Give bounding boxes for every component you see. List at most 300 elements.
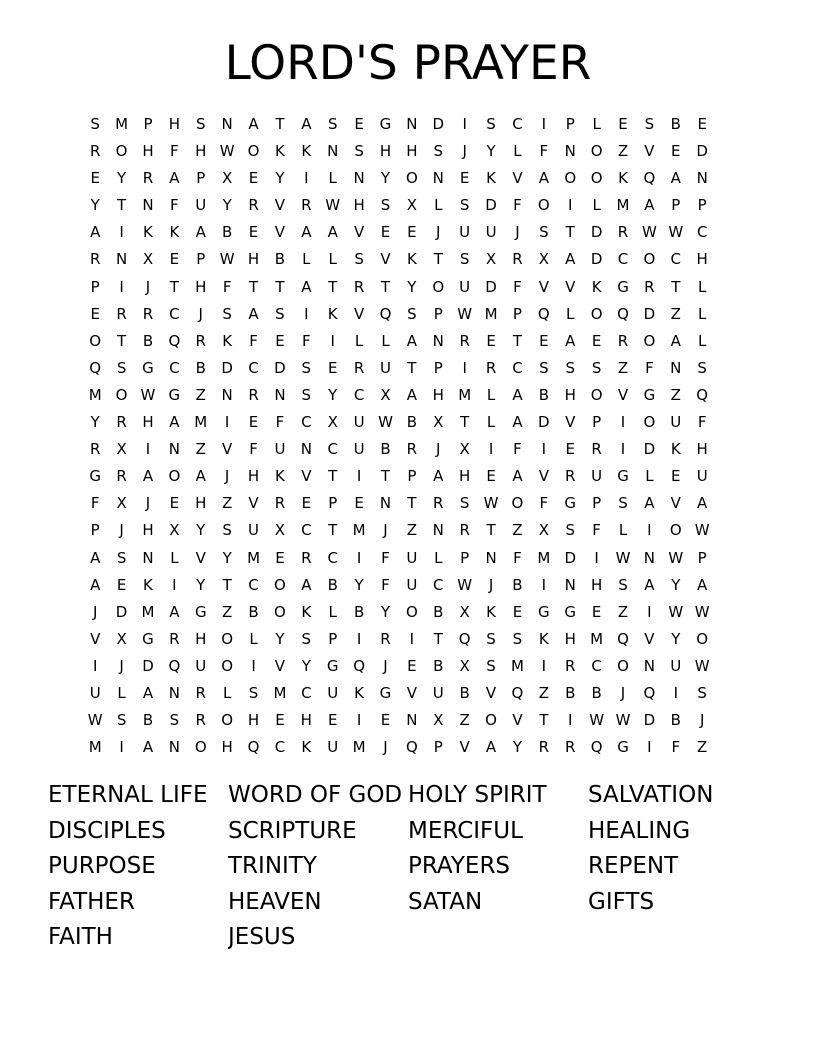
grid-letter[interactable]: S [565,358,575,377]
grid-letter[interactable]: S [459,196,470,215]
grid-letter[interactable]: F [170,142,179,161]
grid-letter[interactable]: Q [353,656,365,675]
grid-letter[interactable]: W [483,494,499,513]
grid-letter[interactable]: W [615,548,631,567]
grid-letter[interactable]: O [643,331,656,350]
grid-letter[interactable]: R [353,358,365,377]
grid-letter[interactable]: M [115,115,129,133]
grid-letter[interactable]: C [353,385,365,404]
grid-letter[interactable]: V [459,738,470,757]
grid-letter[interactable]: D [643,711,656,730]
grid-letter[interactable]: A [406,331,418,350]
grid-letter[interactable]: E [407,223,417,242]
grid-letter[interactable]: P [196,250,206,269]
grid-letter[interactable]: G [168,385,181,404]
grid-letter[interactable]: X [538,521,549,540]
grid-letter[interactable]: C [433,575,444,594]
grid-letter[interactable]: S [354,142,364,161]
grid-letter[interactable]: O [590,169,603,188]
grid-letter[interactable]: B [512,575,523,594]
grid-letter[interactable]: E [275,548,285,567]
grid-letter[interactable]: V [617,385,629,404]
grid-letter[interactable]: A [644,196,655,215]
grid-letter[interactable]: U [327,738,339,757]
grid-letter[interactable]: G [379,115,392,133]
grid-letter[interactable]: T [328,467,338,486]
grid-letter[interactable]: M [273,683,287,702]
grid-letter[interactable]: E [275,711,285,730]
grid-letter[interactable]: D [590,223,603,242]
grid-letter[interactable]: I [568,196,573,215]
grid-letter[interactable]: D [696,142,708,161]
grid-letter[interactable]: F [645,358,654,377]
grid-letter[interactable]: P [433,304,443,323]
grid-letter[interactable]: E [169,494,180,513]
grid-letter[interactable]: K [670,440,681,459]
grid-letter[interactable]: M [141,602,155,621]
grid-letter[interactable]: J [145,277,151,296]
grid-letter[interactable]: J [383,656,388,675]
grid-letter[interactable]: K [406,250,417,269]
grid-letter[interactable]: T [248,277,259,296]
grid-letter[interactable]: T [565,223,575,242]
grid-letter[interactable]: A [142,683,154,702]
grid-letter[interactable]: V [301,467,312,486]
grid-letter[interactable]: L [592,115,601,133]
grid-letter[interactable]: A [697,575,708,594]
grid-letter[interactable]: J [224,467,230,486]
grid-letter[interactable]: G [564,494,577,513]
grid-letter[interactable]: A [248,304,259,323]
grid-letter[interactable]: A [512,413,523,432]
grid-letter[interactable]: C [274,738,286,757]
grid-letter[interactable]: Z [670,304,681,323]
grid-letter[interactable]: K [327,304,338,323]
grid-letter[interactable]: O [590,304,603,323]
grid-letter[interactable]: Q [247,738,260,757]
grid-letter[interactable]: H [459,467,471,486]
grid-letter[interactable]: S [116,548,127,567]
grid-letter[interactable]: N [327,142,339,161]
grid-letter[interactable]: P [512,304,522,323]
grid-letter[interactable]: I [647,602,652,621]
grid-letter[interactable]: Y [275,629,285,648]
grid-letter[interactable]: V [353,304,365,323]
grid-letter[interactable]: A [433,467,444,486]
grid-letter[interactable]: P [328,494,338,513]
grid-letter[interactable]: T [671,277,681,296]
grid-letter[interactable]: C [169,358,180,377]
grid-letter[interactable]: S [697,358,707,377]
grid-letter[interactable]: Z [459,711,470,730]
grid-letter[interactable]: S [301,629,312,648]
grid-letter[interactable]: D [564,548,576,567]
grid-letter[interactable]: J [699,711,705,730]
grid-letter[interactable]: X [222,169,233,188]
grid-letter[interactable]: O [511,494,524,513]
grid-letter[interactable]: T [275,277,285,296]
grid-letter[interactable]: I [620,413,626,432]
grid-letter[interactable]: O [168,467,181,486]
grid-letter[interactable]: R [644,277,655,296]
grid-letter[interactable]: L [645,467,654,486]
grid-letter[interactable]: F [513,440,522,459]
grid-letter[interactable]: F [592,521,601,540]
grid-letter[interactable]: R [591,440,602,459]
grid-letter[interactable]: B [538,385,549,404]
grid-letter[interactable]: Q [168,656,181,675]
grid-letter[interactable]: J [620,683,626,702]
grid-letter[interactable]: S [486,629,496,648]
grid-letter[interactable]: R [617,223,629,242]
grid-letter[interactable]: P [592,413,602,432]
grid-letter[interactable]: S [618,575,628,594]
grid-letter[interactable]: N [406,711,418,730]
grid-letter[interactable]: T [328,521,338,540]
grid-letter[interactable]: I [356,467,362,486]
grid-letter[interactable]: X [116,440,127,459]
grid-letter[interactable]: Y [222,548,232,567]
grid-letter[interactable]: R [116,413,127,432]
grid-letter[interactable]: R [565,656,576,675]
grid-letter[interactable]: P [433,358,443,377]
grid-letter[interactable]: S [591,358,602,377]
grid-letter[interactable]: E [380,711,391,730]
grid-letter[interactable]: I [145,440,151,459]
grid-letter[interactable]: V [538,277,549,296]
grid-letter[interactable]: S [407,304,417,323]
grid-letter[interactable]: R [89,250,101,269]
grid-letter[interactable]: Q [379,304,392,323]
grid-letter[interactable]: X [459,656,470,675]
grid-letter[interactable]: Y [671,629,681,648]
grid-letter[interactable]: R [142,304,154,323]
grid-letter[interactable]: Q [458,629,471,648]
grid-letter[interactable]: T [328,277,338,296]
grid-letter[interactable]: E [512,602,523,621]
grid-letter[interactable]: I [119,223,124,242]
grid-letter[interactable]: K [301,602,312,621]
grid-letter[interactable]: S [116,358,127,377]
grid-letter[interactable]: D [221,358,233,377]
grid-letter[interactable]: U [248,521,260,540]
grid-letter[interactable]: W [325,196,341,215]
grid-letter[interactable]: V [222,440,233,459]
grid-letter[interactable]: W [219,250,235,269]
grid-letter[interactable]: A [301,575,312,594]
grid-letter[interactable]: Z [222,494,233,513]
grid-letter[interactable]: Q [168,331,181,350]
grid-letter[interactable]: S [512,629,523,648]
grid-letter[interactable]: W [87,711,103,730]
grid-letter[interactable]: C [248,575,259,594]
grid-letter[interactable]: E [671,467,681,486]
grid-letter[interactable]: R [512,250,523,269]
grid-letter[interactable]: Y [328,385,338,404]
grid-letter[interactable]: Z [406,521,418,540]
grid-letter[interactable]: O [405,169,418,188]
grid-letter[interactable]: G [326,656,339,675]
grid-letter[interactable]: C [617,250,629,269]
grid-letter[interactable]: I [541,575,547,594]
grid-letter[interactable]: S [116,711,127,730]
grid-letter[interactable]: U [195,656,207,675]
grid-letter[interactable]: W [668,223,684,242]
grid-letter[interactable]: N [696,169,708,188]
grid-letter[interactable]: P [565,115,575,133]
grid-letter[interactable]: K [222,331,233,350]
grid-letter[interactable]: M [484,304,498,323]
grid-letter[interactable]: U [591,467,603,486]
grid-letter[interactable]: O [89,331,102,350]
grid-letter[interactable]: E [591,331,602,350]
grid-letter[interactable]: H [142,521,154,540]
grid-letter[interactable]: B [222,223,233,242]
grid-letter[interactable]: B [433,656,444,675]
grid-letter[interactable]: A [565,331,576,350]
grid-letter[interactable]: I [330,331,335,350]
grid-letter[interactable]: B [459,683,470,702]
grid-letter[interactable]: T [460,413,470,432]
grid-letter[interactable]: E [90,304,100,323]
grid-letter[interactable]: I [541,440,547,459]
grid-letter[interactable]: I [541,656,547,675]
grid-letter[interactable]: U [380,358,391,377]
grid-letter[interactable]: C [512,358,523,377]
grid-letter[interactable]: H [221,738,233,757]
grid-letter[interactable]: I [92,656,98,675]
grid-letter[interactable]: E [354,494,364,513]
grid-letter[interactable]: O [405,602,418,621]
grid-letter[interactable]: H [300,711,312,730]
grid-letter[interactable]: B [670,115,681,133]
grid-letter[interactable]: Y [512,738,523,757]
grid-letter[interactable]: M [616,196,630,215]
grid-letter[interactable]: T [486,521,496,540]
grid-letter[interactable]: O [274,575,286,594]
grid-letter[interactable]: U [459,223,471,242]
grid-letter[interactable]: H [142,413,154,432]
grid-letter[interactable]: S [169,711,180,730]
grid-letter[interactable]: F [539,494,549,513]
grid-letter[interactable]: C [301,683,312,702]
grid-letter[interactable]: J [92,602,98,621]
grid-letter[interactable]: C [696,223,708,242]
grid-letter[interactable]: V [274,196,286,215]
grid-letter[interactable]: J [119,656,124,675]
grid-letter[interactable]: O [432,277,445,296]
grid-letter[interactable]: E [697,115,707,133]
grid-letter[interactable]: Q [590,738,603,757]
grid-letter[interactable]: A [327,223,338,242]
grid-letter[interactable]: K [486,169,496,188]
grid-letter[interactable]: P [671,196,681,215]
grid-letter[interactable]: N [353,169,365,188]
grid-letter[interactable]: S [301,358,312,377]
grid-letter[interactable]: V [248,494,259,513]
grid-letter[interactable]: I [119,738,124,757]
grid-letter[interactable]: N [379,494,392,513]
grid-letter[interactable]: F [90,494,100,513]
grid-letter[interactable]: F [513,277,522,296]
grid-letter[interactable]: C [169,304,180,323]
grid-letter[interactable]: I [488,440,494,459]
grid-letter[interactable]: W [668,602,684,621]
grid-letter[interactable]: Y [380,602,391,621]
grid-letter[interactable]: U [89,683,101,702]
grid-letter[interactable]: B [380,440,391,459]
grid-letter[interactable]: L [698,277,707,296]
grid-letter[interactable]: D [274,358,286,377]
grid-letter[interactable]: A [90,575,101,594]
grid-letter[interactable]: E [407,656,417,675]
grid-letter[interactable]: X [116,629,127,648]
grid-letter[interactable]: B [353,602,365,621]
grid-letter[interactable]: P [90,521,100,540]
grid-letter[interactable]: Y [301,656,311,675]
grid-letter[interactable]: M [194,413,208,432]
grid-letter[interactable]: N [221,115,233,133]
grid-letter[interactable]: A [512,385,523,404]
grid-letter[interactable]: C [248,358,259,377]
grid-letter[interactable]: I [356,629,362,648]
grid-letter[interactable]: U [353,440,365,459]
grid-letter[interactable]: S [459,494,470,513]
grid-letter[interactable]: D [115,602,128,621]
grid-letter[interactable]: S [90,115,100,133]
grid-letter[interactable]: J [383,738,388,757]
grid-letter[interactable]: W [694,602,710,621]
grid-letter[interactable]: I [568,711,573,730]
grid-letter[interactable]: Y [90,413,100,432]
grid-letter[interactable]: W [589,711,605,730]
grid-letter[interactable]: A [512,467,523,486]
grid-letter[interactable]: W [668,548,684,567]
grid-letter[interactable]: N [115,250,128,269]
grid-letter[interactable]: N [221,385,233,404]
grid-letter[interactable]: S [222,521,232,540]
grid-letter[interactable]: Y [275,169,285,188]
grid-letter[interactable]: B [248,602,259,621]
grid-letter[interactable]: E [459,169,470,188]
grid-letter[interactable]: C [301,413,312,432]
grid-letter[interactable]: Q [89,358,102,377]
grid-letter[interactable]: U [485,223,497,242]
grid-letter[interactable]: Y [222,196,232,215]
grid-letter[interactable]: V [274,223,286,242]
grid-letter[interactable]: A [169,413,180,432]
grid-letter[interactable]: R [485,358,497,377]
grid-letter[interactable]: H [195,142,207,161]
grid-letter[interactable]: N [274,385,286,404]
grid-letter[interactable]: L [434,196,443,215]
grid-letter[interactable]: L [618,521,628,540]
grid-letter[interactable]: R [248,196,259,215]
grid-letter[interactable]: A [301,223,312,242]
grid-letter[interactable]: P [592,494,602,513]
grid-letter[interactable]: E [169,250,180,269]
grid-letter[interactable]: I [119,277,124,296]
grid-letter[interactable]: Y [196,575,206,594]
letter-grid[interactable] [82,111,742,761]
grid-letter[interactable]: U [353,413,365,432]
grid-letter[interactable]: D [643,440,656,459]
grid-letter[interactable]: A [538,169,549,188]
grid-letter[interactable]: A [248,115,259,133]
grid-letter[interactable]: I [251,656,256,675]
grid-letter[interactable]: K [618,169,628,188]
grid-letter[interactable]: F [249,331,258,350]
grid-letter[interactable]: V [274,656,286,675]
grid-letter[interactable]: D [590,250,603,269]
grid-letter[interactable]: B [142,331,154,350]
grid-letter[interactable]: P [196,169,206,188]
grid-letter[interactable]: Z [617,142,629,161]
grid-letter[interactable]: V [644,629,655,648]
grid-letter[interactable]: L [117,683,126,702]
grid-letter[interactable]: K [169,223,180,242]
grid-letter[interactable]: R [89,142,101,161]
grid-letter[interactable]: X [327,413,338,432]
grid-letter[interactable]: I [304,169,309,188]
grid-letter[interactable]: X [274,521,286,540]
grid-letter[interactable]: I [172,575,177,594]
grid-letter[interactable]: X [433,413,444,432]
grid-letter[interactable]: S [618,494,628,513]
grid-letter[interactable]: T [539,711,549,730]
grid-letter[interactable]: A [195,223,206,242]
grid-letter[interactable]: A [697,494,708,513]
grid-letter[interactable]: P [433,738,443,757]
grid-letter[interactable]: M [88,738,102,757]
grid-letter[interactable]: O [221,656,234,675]
grid-letter[interactable]: U [670,656,682,675]
grid-letter[interactable]: A [301,115,312,133]
grid-letter[interactable]: L [434,548,443,567]
grid-letter[interactable]: J [462,142,467,161]
grid-letter[interactable]: H [564,385,576,404]
grid-letter[interactable]: H [247,467,260,486]
grid-letter[interactable]: U [432,683,444,702]
grid-letter[interactable]: P [460,548,470,567]
grid-letter[interactable]: S [248,683,259,702]
grid-letter[interactable]: H [195,494,207,513]
grid-letter[interactable]: M [352,738,366,757]
grid-letter[interactable]: H [195,629,207,648]
grid-letter[interactable]: O [194,738,207,757]
grid-letter[interactable]: O [643,413,656,432]
grid-letter[interactable]: A [565,250,576,269]
grid-letter[interactable]: I [673,683,678,702]
grid-letter[interactable]: T [380,467,391,486]
grid-letter[interactable]: R [169,629,180,648]
grid-letter[interactable]: E [301,494,312,513]
grid-letter[interactable]: L [249,629,258,648]
grid-letter[interactable]: Z [617,358,629,377]
grid-letter[interactable]: M [352,521,366,540]
grid-letter[interactable]: Y [90,196,100,215]
grid-letter[interactable]: V [565,413,576,432]
grid-letter[interactable]: I [409,629,415,648]
grid-letter[interactable]: I [462,115,467,133]
grid-letter[interactable]: F [697,413,707,432]
grid-letter[interactable]: P [328,629,338,648]
grid-letter[interactable]: Q [643,683,656,702]
grid-letter[interactable]: Q [405,738,418,757]
grid-letter[interactable]: G [142,358,154,377]
grid-letter[interactable]: J [119,521,124,540]
grid-letter[interactable]: G [617,738,629,757]
